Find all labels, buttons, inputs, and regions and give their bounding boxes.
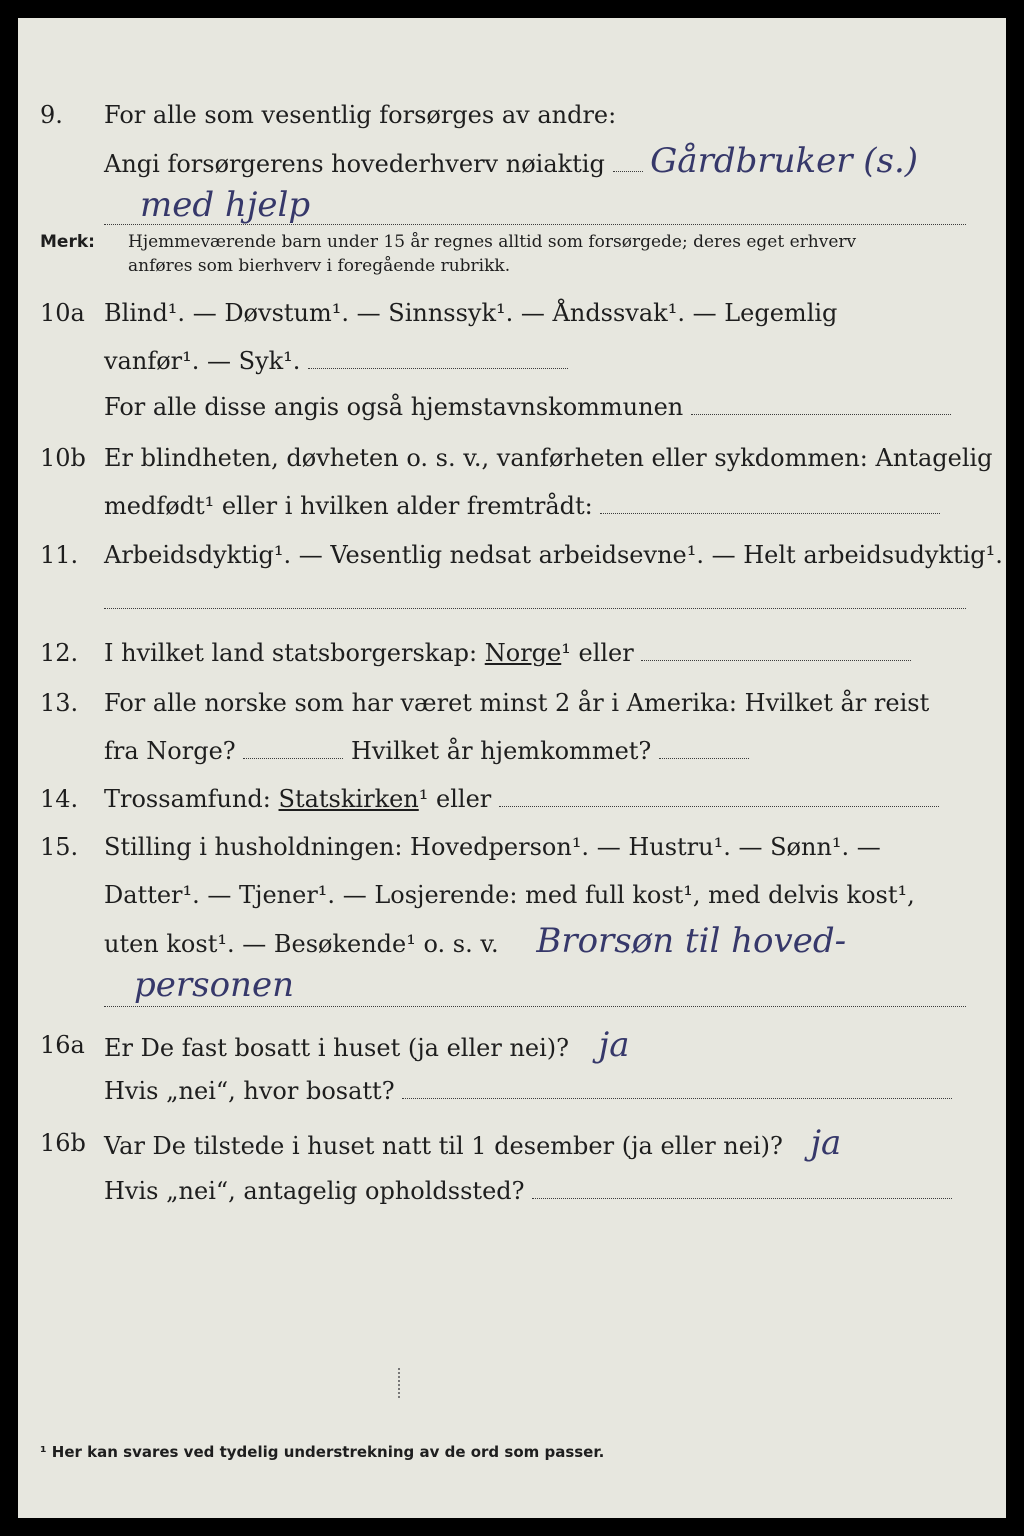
underlined-choice[interactable]: Statskirken <box>278 785 419 813</box>
question-10a <box>18 298 1006 346</box>
question-text: Var De tilstede i huset natt til 1 desember (ja eller nei)? <box>104 1132 783 1160</box>
question-text: Arbeidsdyktig¹. — Vesentlig nedsat arbeidsevne¹. — Helt arbeidsudyktig¹. <box>104 541 1003 569</box>
answer-field[interactable] <box>402 1080 952 1099</box>
question-10b <box>18 443 1006 491</box>
question-number: 14. <box>40 785 79 813</box>
handwritten-answer[interactable]: Gårdbruker (s.) <box>650 141 919 181</box>
handwritten-answer[interactable]: personen <box>134 965 294 1005</box>
note-label: Merk: <box>40 232 95 252</box>
handwritten-answer[interactable]: ja <box>810 1123 842 1163</box>
census-form-page <box>18 18 1006 1518</box>
question-text: Er De fast bosatt i huset (ja eller nei)? <box>104 1034 570 1062</box>
question-text: I hvilket land statsborgerskap: <box>104 639 478 667</box>
question-text: Datter¹. — Tjener¹. — Losjerende: med full kost¹, med delvis kost¹, <box>104 881 915 909</box>
handwritten-answer[interactable]: med hjelp <box>140 185 311 225</box>
question-number: 15. <box>40 833 79 861</box>
answer-field[interactable] <box>659 740 749 759</box>
question-text: Blind¹. — Døvstum¹. — Sinnssyk¹. — Åndssvak¹. — Legemlig <box>104 299 838 327</box>
question-number: 11. <box>40 541 79 569</box>
answer-field[interactable] <box>691 396 951 415</box>
question-number: 9. <box>40 101 63 129</box>
underlined-choice[interactable]: Norge <box>484 639 562 667</box>
question-text: Hvis „nei“, hvor bosatt? <box>104 1077 395 1105</box>
question-text: vanfør¹. — Syk¹. <box>104 347 301 375</box>
question-16a <box>18 1025 1006 1078</box>
question-14: 14. Trossamfund: Statskirken¹ eller <box>18 784 1006 832</box>
question-text: Angi forsørgerens hovederhverv nøiaktig <box>104 150 605 178</box>
question-text: Trossamfund: <box>104 785 271 813</box>
answer-field[interactable] <box>600 495 940 514</box>
question-number: 10b <box>40 444 86 472</box>
question-13 <box>18 688 1006 736</box>
handwritten-answer[interactable]: Brorsøn til hoved- <box>536 921 847 961</box>
note-text: anføres som bierhverv i foregående rubrikk. <box>128 256 511 276</box>
footnote: ¹ Her kan svares ved tydelig understrekning av de ord som passer. <box>40 1443 605 1461</box>
dotted-line <box>613 153 643 172</box>
answer-field[interactable] <box>308 350 568 369</box>
question-text: medfødt¹ eller i hvilken alder fremtrådt: <box>104 492 593 520</box>
question-text: Hvis „nei“, antagelig opholdssted? <box>104 1177 525 1205</box>
question-text: uten kost¹. — Besøkende¹ o. s. v. <box>104 930 499 958</box>
question-15 <box>18 832 1006 880</box>
answer-field[interactable] <box>532 1180 952 1199</box>
question-number: 16a <box>40 1031 85 1059</box>
answer-field[interactable] <box>641 642 911 661</box>
question-12: 12. I hvilket land statsborgerskap: Norge¹ eller <box>18 638 1006 686</box>
question-text: Er blindheten, døvheten o. s. v., vanførheten eller sykdommen: Antagelig <box>104 444 993 472</box>
answer-field[interactable] <box>243 740 343 759</box>
stray-mark <box>398 1368 402 1398</box>
question-number: 16b <box>40 1129 86 1157</box>
note-text: Hjemmeværende barn under 15 år regnes alltid som forsørgede; deres eget erhverv <box>128 232 857 252</box>
question-16b <box>18 1123 1006 1176</box>
question-text: For alle som vesentlig forsørges av andre: <box>104 101 617 129</box>
handwritten-answer[interactable]: ja <box>598 1025 630 1065</box>
question-text: fra Norge? <box>104 737 236 765</box>
question-text: For alle norske som har været minst 2 år i Amerika: Hvilket år reist <box>104 689 930 717</box>
answer-field[interactable] <box>104 584 966 609</box>
answer-field[interactable] <box>499 788 939 807</box>
question-text: Hvilket år hjemkommet? <box>350 737 652 765</box>
question-text: For alle disse angis også hjemstavnskommunen <box>104 393 684 421</box>
question-11 <box>18 540 1006 588</box>
question-number: 12. <box>40 639 79 667</box>
question-number: 10a <box>40 299 85 327</box>
question-text: Stilling i husholdningen: Hovedperson¹. — Hustru¹. — Sønn¹. — <box>104 833 881 861</box>
question-number: 13. <box>40 689 79 717</box>
